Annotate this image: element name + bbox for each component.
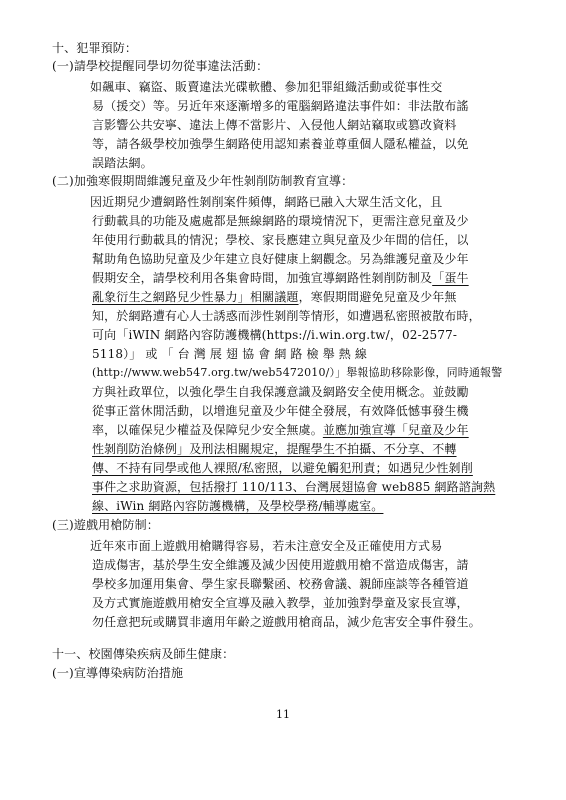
paragraph-line: 等，請各級學校加強學生網路使用認知素養並尊重個人隱私權益，以免 <box>92 137 469 151</box>
underlined-line: 傳、不持有同學或他人裸照/私密照，以避免觸犯刑責；如遇兒少性剝削 <box>92 461 473 475</box>
paragraph-line: 年使用行動載具的情況；學校、家長應建立與兒童及少年間的信任，以 <box>92 233 469 247</box>
paragraph-line: 如飆車、竊盜、販賣違法光碟軟體、參加犯罪組織活動或從事性交 <box>90 80 443 94</box>
paragraph-line <box>92 269 469 287</box>
paragraph-line: 學校多加運用集會、學生家長聯繫函、校務會議、親師座談等各種管道 <box>92 577 469 591</box>
section-10-heading: 十、犯罪預防： <box>52 41 138 55</box>
text-segment: 率，以確保兒少權益及保障兒少安全無虞。 <box>92 423 323 437</box>
paragraph-line: 可向「iWIN 網路內容防護機構(https://i.win.org.tw/，02-2577- <box>92 328 458 342</box>
underlined-text: 亂象衍生之網路兒少性暴力」相關議題 <box>92 290 299 304</box>
underlined-line: 事件之求助資源，包括撥打 110/113、台灣展翅協會 web885 網路諮詢熱 <box>92 480 496 494</box>
underlined-line: 性剝削防治條例」及刑法相關規定，提醒學生不拍攝、不分享、不轉 <box>92 442 457 456</box>
paragraph-line: 誤踏法網。 <box>92 156 153 170</box>
paragraph-line: (http://www.web547.org.tw/web5472010/）」舉報協助移除影像，同時通報警 <box>92 366 503 379</box>
item-1-heading: (一)請學校提醒同學切勿從事違法活動： <box>52 59 269 73</box>
paragraph-line <box>92 288 457 306</box>
page-number: 11 <box>276 708 290 721</box>
paragraph-line <box>92 421 469 439</box>
underlined-line: 線、iWin 網路內容防護機構，及學校學務/輔導處室。 <box>92 499 384 513</box>
paragraph-line: 從事正當休閒活動，以增進兒童及少年健全發展，有效降低憾事發生機 <box>92 404 469 418</box>
text-segment: 假期安全，請學校利用各集會時間，加強宣導網路性剝削防制及 <box>92 271 433 285</box>
paragraph-line: 行動載具的功能及處處都是無線網路的環境情況下，更需注意兒童及少 <box>92 214 469 228</box>
paragraph-line: 因近期兒少遭網路性剝削案件頻傳，網路已融入大眾生活文化，且 <box>90 195 443 209</box>
paragraph-line: 及方式實施遊戲用槍安全宣導及融入教學，並加強對學童及家長宣導， <box>92 596 469 610</box>
paragraph-line: 知，於網路遭有心人士誘惑而涉性剝削等情形，如遭遇私密照被散布時， <box>92 309 481 323</box>
paragraph-line: 造成傷害，基於學生安全維護及減少因使用遊戲用槍不當造成傷害，請 <box>92 558 469 572</box>
item-1-heading: (一)宣導傳染病防治措施 <box>52 666 184 680</box>
paragraph-line: 方與社政單位，以強化學生自我保護意識及網路安全使用概念。並鼓勵 <box>92 385 469 399</box>
text-segment: ，寒假期間避免兒童及少年無 <box>298 290 457 304</box>
paragraph-line: 言影響公共安寧、違法上傳不當影片、入侵他人網站竊取或篡改資料 <box>92 118 457 132</box>
paragraph-line: 幫助角色協助兒童及少年建立良好健康上網觀念。另為維護兒童及少年 <box>92 252 469 266</box>
item-3-heading: (三)遊戲用槍防制： <box>52 518 159 532</box>
paragraph-line: 5118）」 或 「 台 灣 展 翅 協 會 網 路 檢 舉 熱 線 <box>92 347 368 361</box>
item-2-heading: (二)加強寒假期間維護兒童及少年性剝削防制教育宣導： <box>52 174 354 188</box>
underlined-text: 「蛋牛 <box>432 271 469 285</box>
paragraph-line: 勿任意把玩或購買非適用年齡之遊戲用槍商品，減少危害安全事件發生。 <box>92 615 481 629</box>
section-11-heading: 十一、校園傳染疾病及師生健康： <box>52 647 235 661</box>
paragraph-line: 易（援交）等。另近年來逐漸增多的電腦網路違法事件如：非法散布謠 <box>92 99 469 113</box>
underlined-text: 並應加強宣導「兒童及少年 <box>322 423 469 437</box>
paragraph-line: 近年來市面上遊戲用槍購得容易，若未注意安全及正確使用方式易 <box>90 539 443 553</box>
